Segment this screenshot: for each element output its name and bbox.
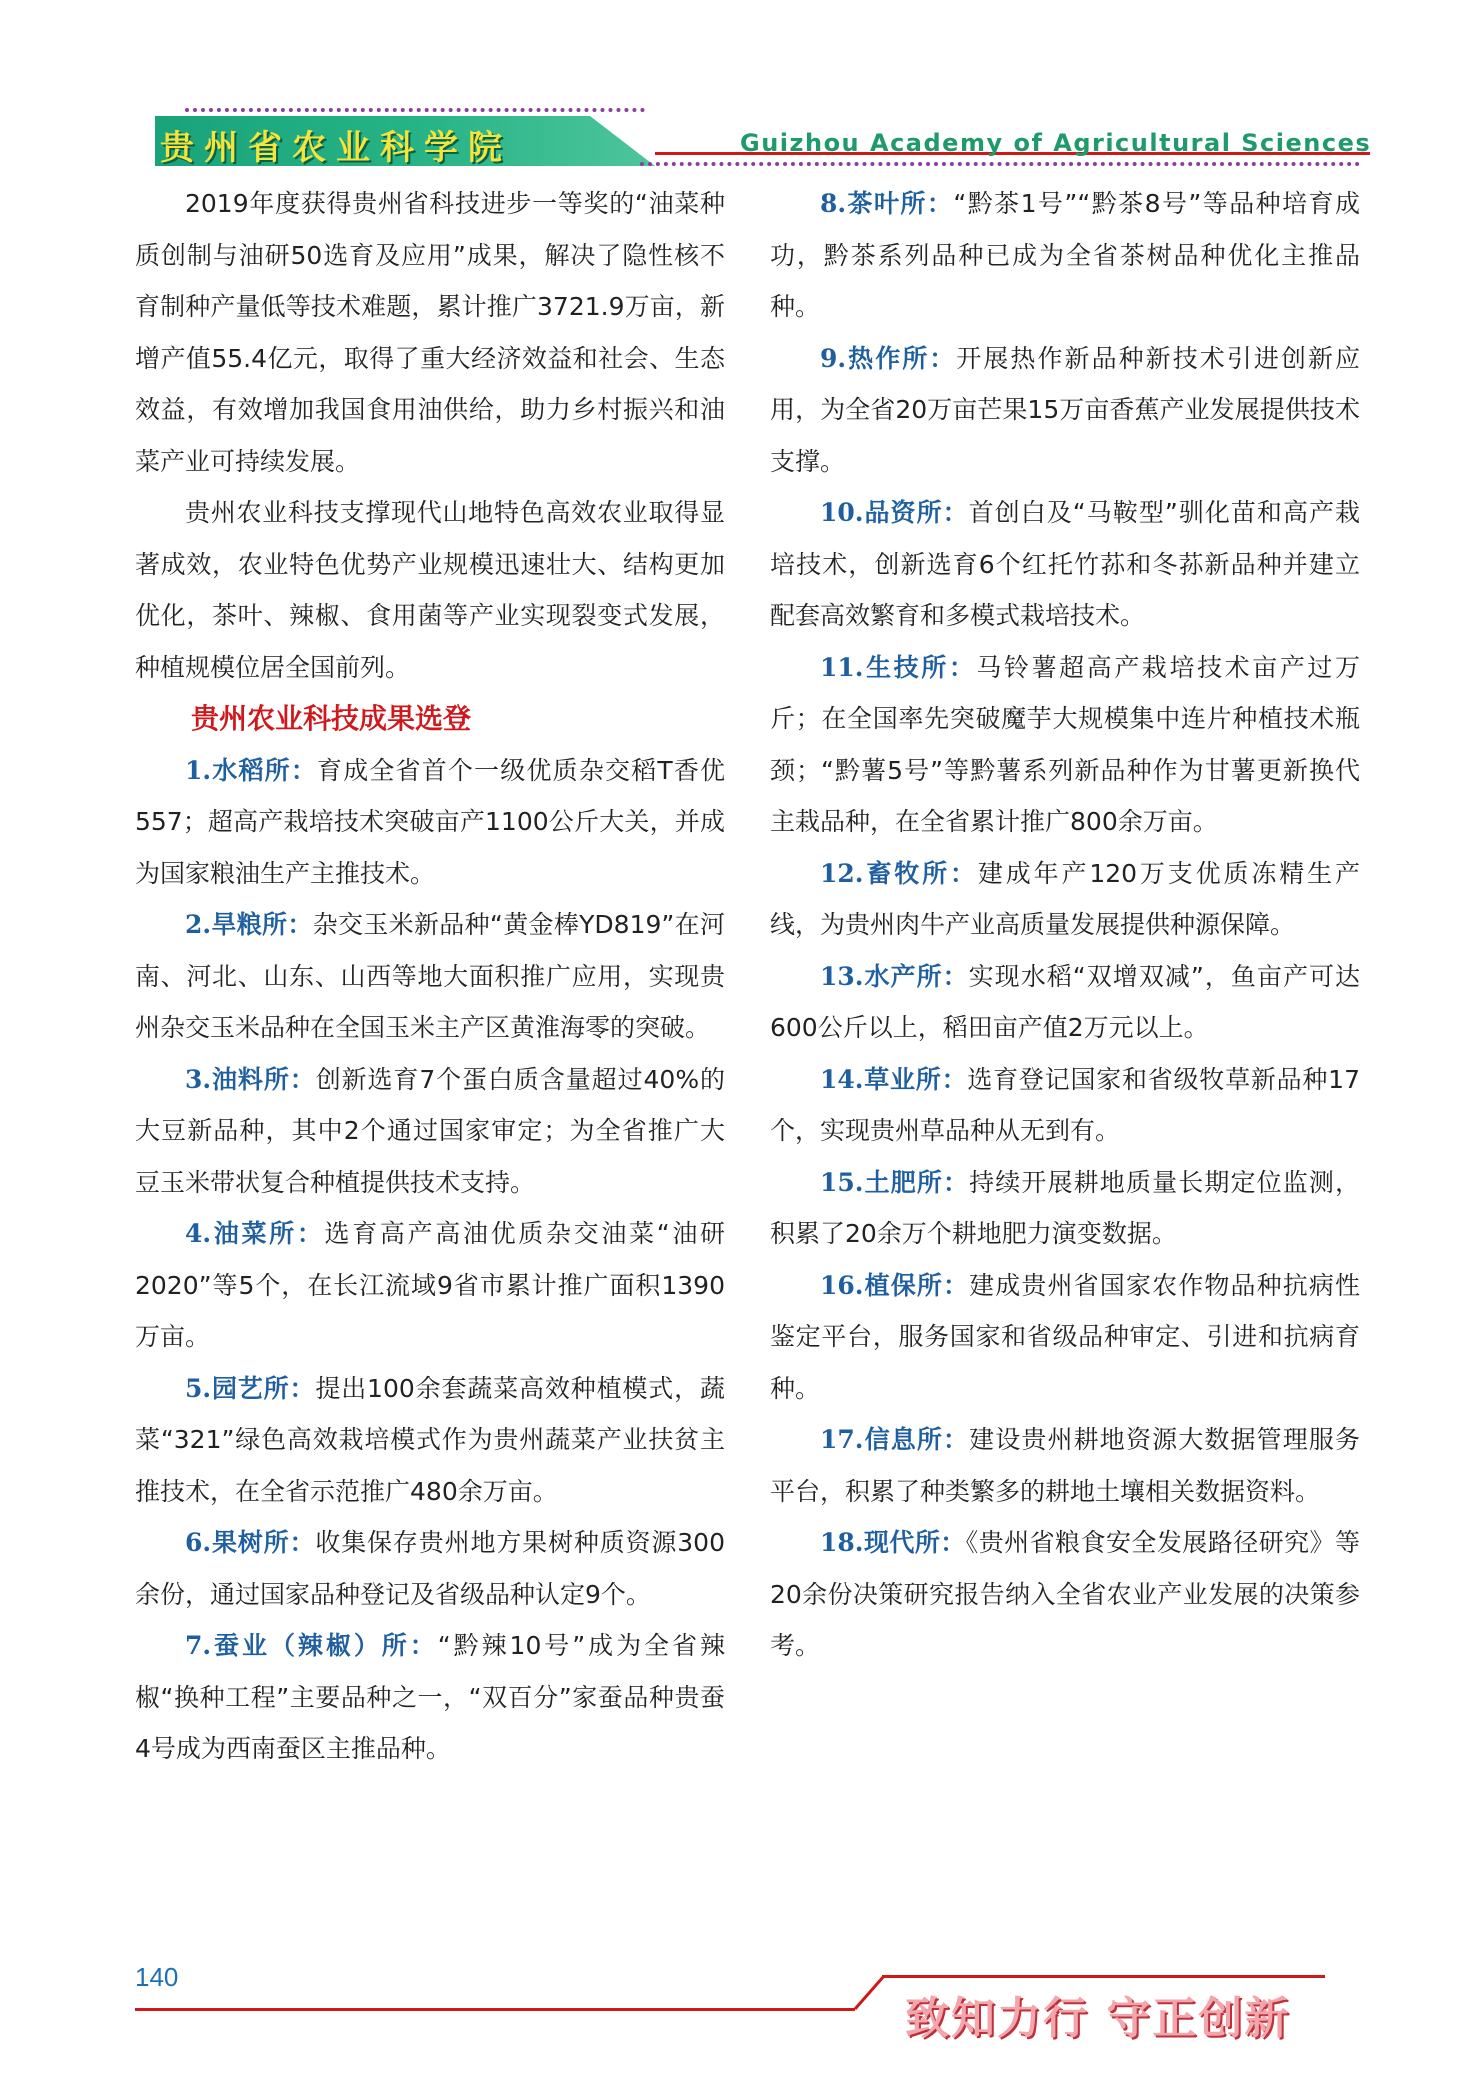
footer-red-rule-upper [882, 1975, 1325, 1978]
institute-name: 1.水稻所： [185, 755, 318, 785]
achievement-item [135, 745, 725, 900]
achievement-text: 选育高产高油优质杂交油菜“油研2020”等5个，在长江流域9省市累计推广面积1390万亩。 [135, 1219, 726, 1351]
achievement-text: 建成贵州省国家农作物品种抗病性鉴定平台，服务国家和省级品种审定、引进和抗病育种。 [770, 1270, 1360, 1403]
achievement-text: 建设贵州耕地资源大数据管理服务平台，积累了种类繁多的耕地土壤相关数据资料。 [770, 1425, 1360, 1506]
achievement-text: 杂交玉米新品种“黄金棒YD819”在河南、河北、山东、山西等地大面积推广应用，实现贵州杂交玉米品种在全国玉米主产区黄淮海零的突破。 [135, 910, 725, 1042]
institute-name: 8.茶叶所： [820, 189, 954, 218]
achievement-text: 开展热作新品种新技术引进创新应用，为全省20万亩芒果15万亩香蕉产业发展提供技术支撑。 [770, 343, 1360, 476]
institute-name: 6.果树所： [185, 1528, 316, 1557]
achievement-item [135, 1208, 725, 1363]
institute-name: 17.信息所： [820, 1425, 970, 1454]
footer-slant-rule [850, 1975, 910, 2011]
achievement-item [770, 487, 1360, 642]
achievement-item [135, 899, 725, 1054]
left-column [135, 178, 725, 1775]
achievement-item [135, 1517, 725, 1620]
achievement-item [770, 1054, 1360, 1157]
header-dotted-rule-bottom [640, 162, 1360, 166]
achievement-item [770, 1260, 1360, 1415]
footer-slogan: 致知力行 守正创新 [905, 1993, 1291, 2044]
institute-name: 14.草业所： [820, 1064, 968, 1094]
achievement-text: “黔茶1号”“黔茶8号”等品种培育成功，黔茶系列品种已成为全省茶树品种优化主推品种。 [770, 189, 1360, 321]
achievement-text: 持续开展耕地质量长期定位监测，积累了20余万个耕地肥力演变数据。 [770, 1167, 1360, 1248]
achievement-text: 实现水稻“双增双减”，鱼亩产可达600公斤以上，稻田亩产值2万元以上。 [770, 961, 1361, 1042]
achievement-item [770, 1414, 1360, 1517]
institute-name: 3.油料所： [185, 1064, 316, 1094]
header-dotted-rule-top [185, 108, 645, 112]
institute-name: 4.油菜所： [185, 1219, 325, 1248]
institute-name: 5.园艺所： [185, 1373, 316, 1403]
achievement-item [770, 642, 1360, 848]
header-title-cn: 贵州省农业科学院 [160, 128, 512, 168]
institute-name: 13.水产所： [820, 961, 969, 991]
achievement-item [770, 848, 1360, 951]
intro-paragraph: 2019年度获得贵州省科技进步一等奖的“油菜种质创制与油研50选育及应用”成果，解决了隐性核不育制种产量低等技术难题，累计推广3721.9万亩，新增产值55.4亿元，取得了重大经济效益和社会、生态效益，有效增加我国食用油供给，助力乡村振兴和油菜产业可持续发展。 [135, 189, 725, 476]
achievement-item [135, 1363, 725, 1518]
institute-name: 16.植保所： [820, 1270, 970, 1300]
achievement-text: “黔辣10号”成为全省辣椒“换种工程”主要品种之一，“双百分”家蚕品种贵蚕4号成为西南蚕区主推品种。 [135, 1631, 725, 1763]
achievement-text: 育成全省首个一级优质杂交稻T香优557；超高产栽培技术突破亩产1100公斤大关，并成为国家粮油生产主推技术。 [135, 755, 725, 888]
right-column [770, 178, 1360, 1672]
achievement-item [770, 1157, 1360, 1260]
institute-name: 11.生技所： [820, 652, 977, 682]
institute-name: 10.品资所： [820, 498, 969, 527]
achievement-item [770, 951, 1360, 1054]
institute-name: 12.畜牧所： [820, 858, 978, 888]
institute-name: 15.土肥所： [820, 1167, 970, 1197]
achievement-text: 创新选育7个蛋白质含量超过40%的大豆新品种，其中2个通过国家审定；为全省推广大豆玉米带状复合种植提供技术支持。 [135, 1064, 725, 1197]
achievement-item [770, 1517, 1360, 1672]
achievement-item [770, 178, 1360, 333]
institute-name: 18.现代所： [820, 1528, 966, 1557]
achievement-text: 选育登记国家和省级牧草新品种17个，实现贵州草品种从无到有。 [770, 1064, 1360, 1145]
achievement-text: 马铃薯超高产栽培技术亩产过万斤；在全国率先突破魔芋大规模集中连片种植技术瓶颈；“黔薯5号”等黔薯系列新品种作为甘薯更新换代主栽品种，在全省累计推广800余万亩。 [770, 652, 1360, 836]
institute-name: 2.旱粮所： [185, 910, 313, 939]
institute-name: 7.蚕业（辣椒）所： [185, 1631, 438, 1660]
institute-name: 9.热作所： [820, 343, 957, 373]
achievement-text: 建成年产120万支优质冻精生产线，为贵州肉牛产业高质量发展提供种源保障。 [770, 858, 1360, 939]
achievement-text: 收集保存贵州地方果树种质资源300余份，通过国家品种登记及省级品种认定9个。 [135, 1528, 725, 1609]
achievement-item [135, 1054, 725, 1209]
footer-red-rule [135, 2008, 855, 2011]
achievement-text: 《贵州省粮食安全发展路径研究》等20余份决策研究报告纳入全省农业产业发展的决策参考。 [770, 1528, 1360, 1660]
page-number: 140 [135, 1962, 179, 1992]
intro-paragraph: 贵州农业科技支撑现代山地特色高效农业取得显著成效，农业特色优势产业规模迅速壮大、结构更加优化，茶叶、辣椒、食用菌等产业实现裂变式发展，种植规模位居全国前列。 [135, 498, 725, 682]
section-title: 贵州农业科技成果选登 [191, 702, 472, 735]
header-title-en: Guizhou Academy of Agricultural Sciences [740, 129, 1372, 157]
achievement-text: 提出100余套蔬菜高效种植模式，蔬菜“321”绿色高效栽培模式作为贵州蔬菜产业扶贫主推技术，在全省示范推广480余万亩。 [135, 1373, 725, 1506]
achievement-item [135, 1620, 725, 1775]
achievement-text: 首创白及“马鞍型”驯化苗和高产栽培技术，创新选育6个红托竹荪和冬荪新品种并建立配套高效繁育和多模式栽培技术。 [770, 498, 1361, 630]
achievement-item [770, 333, 1360, 488]
